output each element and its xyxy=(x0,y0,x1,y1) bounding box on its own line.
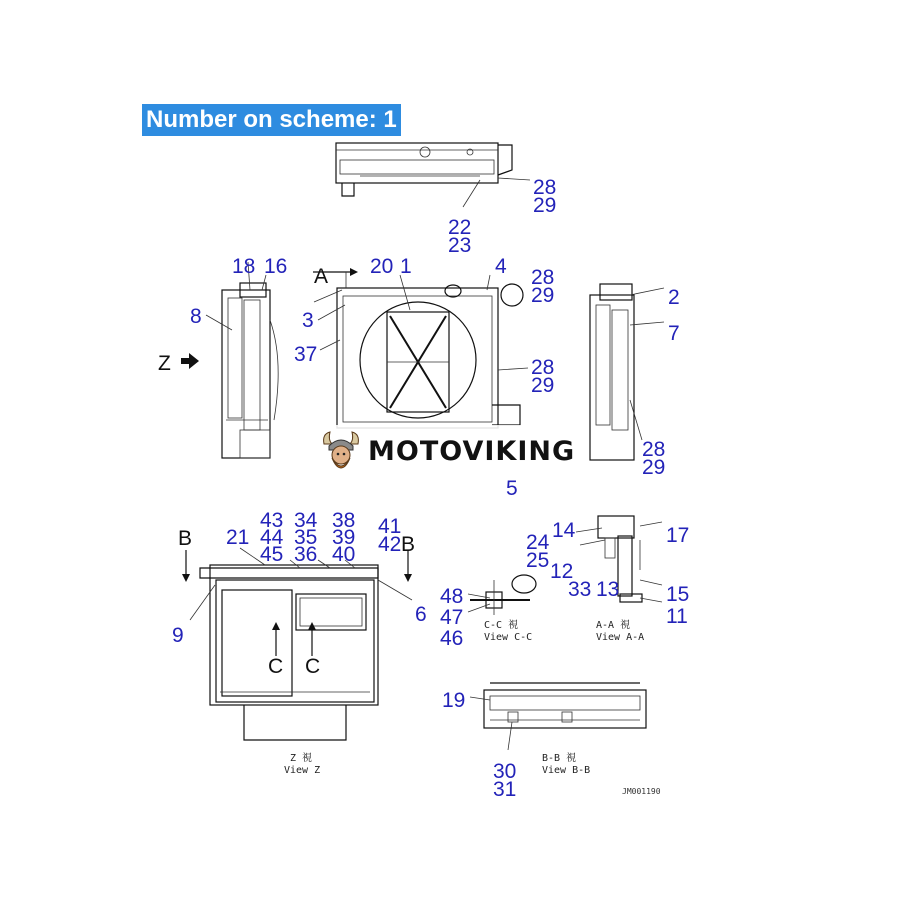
callout-label: 40 xyxy=(332,543,356,566)
callout-label: 8 xyxy=(190,305,202,328)
callout-label: 11 xyxy=(666,605,688,628)
top-view-assembly xyxy=(336,143,530,207)
callout-label: 46 xyxy=(440,627,464,650)
callout-label: 29 xyxy=(531,284,555,307)
callout-label: 29 xyxy=(533,194,557,217)
callout-label: 29 xyxy=(531,374,555,397)
view-z-drawing xyxy=(182,548,412,740)
view-cc-caption: View C-C xyxy=(484,632,533,643)
callout-label: 4 xyxy=(495,255,507,278)
view-z-caption: View Z xyxy=(284,765,321,776)
callout-label: 48 xyxy=(440,585,464,608)
callout-label: 24 xyxy=(526,531,550,554)
view-bb-caption-jp: B-B 視 xyxy=(542,753,577,764)
callout-label: 14 xyxy=(552,519,576,542)
callout-label: 43 xyxy=(260,509,284,532)
section-letter-b: B xyxy=(401,533,416,556)
callout-label: 38 xyxy=(332,509,356,532)
drawing-code: JM001190 xyxy=(622,787,661,796)
callout-label: 47 xyxy=(440,606,464,629)
callout-label: 1 xyxy=(400,255,412,278)
callout-label: 12 xyxy=(550,560,574,583)
callout-label: 31 xyxy=(493,778,517,801)
callout-label: 44 xyxy=(260,526,284,549)
callout-label: 36 xyxy=(294,543,318,566)
callout-label: 34 xyxy=(294,509,318,532)
view-aa-caption: View A-A xyxy=(596,632,645,643)
callout-label: 22 xyxy=(448,216,472,239)
callout-label: 33 xyxy=(568,578,592,601)
view-bb-caption: View B-B xyxy=(542,765,591,776)
callout-label: 42 xyxy=(378,533,402,556)
front-view-shroud xyxy=(313,268,528,428)
view-captions xyxy=(284,619,661,796)
section-letter-z: Z xyxy=(158,352,171,375)
view-cc-drawing xyxy=(468,575,536,615)
callout-label: 25 xyxy=(526,549,550,572)
callout-label: 45 xyxy=(260,543,284,566)
section-letter-a: A xyxy=(314,265,329,288)
callout-label: 41 xyxy=(378,515,402,538)
callout-label: 15 xyxy=(666,583,690,606)
right-arrow-icon xyxy=(181,353,199,369)
callout-label: 28 xyxy=(531,266,555,289)
callout-label: 19 xyxy=(442,689,466,712)
left-side-view xyxy=(206,262,278,458)
callout-label: 17 xyxy=(666,524,690,547)
callout-label: 2 xyxy=(668,286,680,309)
callout-label: 39 xyxy=(332,526,356,549)
callout-label: 18 xyxy=(232,255,256,278)
section-letter-c: C xyxy=(268,655,284,678)
callout-label: 35 xyxy=(294,526,318,549)
callout-label: 6 xyxy=(415,603,427,626)
view-cc-caption-jp: C-C 視 xyxy=(484,620,519,631)
callout-numbers xyxy=(172,176,689,801)
watermark-text: MOTOVIKING xyxy=(368,435,576,467)
callout-label: 21 xyxy=(226,526,250,549)
section-letter-b: B xyxy=(178,527,193,550)
callout-label: 13 xyxy=(596,578,620,601)
view-bb-drawing xyxy=(470,683,646,750)
callout-label: 37 xyxy=(294,343,318,366)
callout-label: 7 xyxy=(668,322,680,345)
callout-label: 28 xyxy=(533,176,557,199)
callout-label: 9 xyxy=(172,624,184,647)
callout-label: 29 xyxy=(642,456,666,479)
callout-label: 30 xyxy=(493,760,517,783)
callout-label: 28 xyxy=(531,356,555,379)
callout-label: 3 xyxy=(302,309,314,332)
watermark xyxy=(312,425,588,477)
view-z-caption-jp: Z 視 xyxy=(290,753,313,764)
section-letter-c: C xyxy=(305,655,321,678)
callout-label: 5 xyxy=(506,477,518,500)
view-aa-caption-jp: A-A 視 xyxy=(596,620,631,631)
callout-label: 16 xyxy=(264,255,288,278)
callout-label: 28 xyxy=(642,438,666,461)
callout-label: 23 xyxy=(448,234,472,257)
callout-label: 20 xyxy=(370,255,394,278)
right-side-view xyxy=(590,284,664,460)
scheme-number-label: Number on scheme: 1 xyxy=(142,104,401,136)
viking-logo xyxy=(318,428,364,474)
